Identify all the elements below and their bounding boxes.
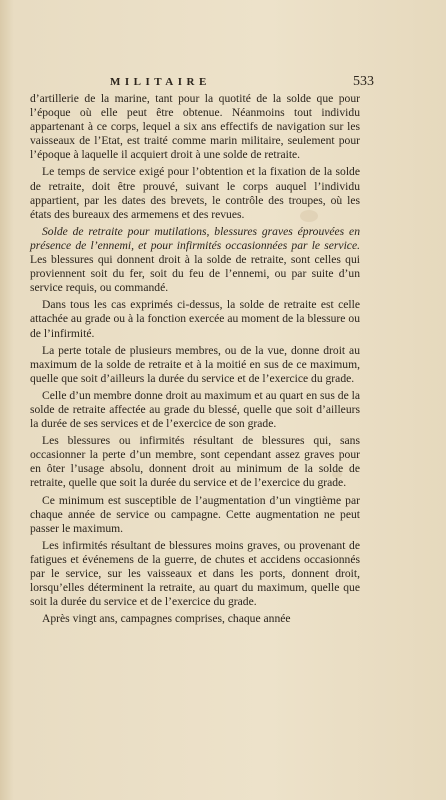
paragraph-text: Les infirmités résultant de blessures moins graves, ou provenant de fatigues et événemens de la guerre, de chutes et accidens occasionnés par le service, sur les vaisseaux et dans les ports, donnent droit, lorsqu’elles déterminent la retraite, au quart du maximum, quelle que soit la durée du service et de l’exercice du grade. xyxy=(30,538,360,609)
paragraph-text: Les blessures qui donnent droit à la solde de retraite, sont celles qui proviennent soit du fer, soit du feu de l’ennemi, ou par suite d’un service requis, ou commandé. xyxy=(30,253,360,295)
paragraph-text: Après vingt ans, campagnes comprises, chaque année xyxy=(42,612,291,626)
paragraph xyxy=(30,92,360,162)
page-number: 533 xyxy=(353,74,374,89)
paragraph-text: d’artillerie de la marine, tant pour la quotité de la solde que pour l’époque où elle peut être obtenue. Néanmoins tout individu appartenant à ce corps, lequel a six ans effectifs de navigation sur les vaisseaux de l’Etat, est traité comme marin militaire, seulement pour l’époque à laquelle il acquiert droit à une solde de retraite. xyxy=(30,92,360,162)
paragraph xyxy=(30,389,360,431)
body-text xyxy=(30,92,360,629)
running-head: MILITAIRE xyxy=(110,76,211,88)
paragraph xyxy=(30,165,360,221)
paragraph xyxy=(30,225,360,295)
paragraph-text: La perte totale de plusieurs membres, ou de la vue, donne droit au maximum de la solde de retraite et à la moitié en sus de ce maximum, quelle que soit d’ailleurs la durée du service et de l’exercice du grade. xyxy=(30,343,360,385)
paragraph-text: Le temps de service exigé pour l’obtention et la fixation de la solde de retraite, doit être prouvé, suivant le corps auquel l’individu appartient, par les dates des brevets, le contrôle des troupes, où les états des bureaux des armemens et des revues. xyxy=(30,165,360,221)
section-heading: Solde de retraite pour mutilations, blessures graves éprouvées en présence de l’ennemi, et pour infirmités occasionnées par le service. xyxy=(30,224,360,252)
paragraph-text: Les blessures ou infirmités résultant de blessures qui, sans occasionner la perte d’un membre, sont cependant assez graves pour en ôter l’usage absolu, donnent droit au minimum de la solde de retraite, quelle que soit la durée du service et de l’exercice du grade. xyxy=(30,434,360,490)
paragraph xyxy=(30,298,360,340)
paragraph-text: Dans tous les cas exprimés ci-dessus, la solde de retraite est celle attachée au grade ou à la fonction exercée au moment de la blessure ou de l’infirmité. xyxy=(30,298,360,340)
paragraph xyxy=(30,344,360,386)
paragraph xyxy=(30,434,360,490)
page-header xyxy=(110,74,374,90)
paragraph xyxy=(30,539,360,609)
paragraph xyxy=(30,612,360,626)
paragraph-text: Ce minimum est susceptible de l’augmentation d’un vingtième par chaque année de service ou campagne. Cette augmentation ne peut passer le maximum. xyxy=(30,493,360,535)
paragraph xyxy=(30,494,360,536)
paragraph-text: Celle d’un membre donne droit au maximum et au quart en sus de la solde de retraite affectée au grade du blessé, quelle que soit d’ailleurs la durée de ses services et de l’exercice de son grade. xyxy=(30,388,360,431)
